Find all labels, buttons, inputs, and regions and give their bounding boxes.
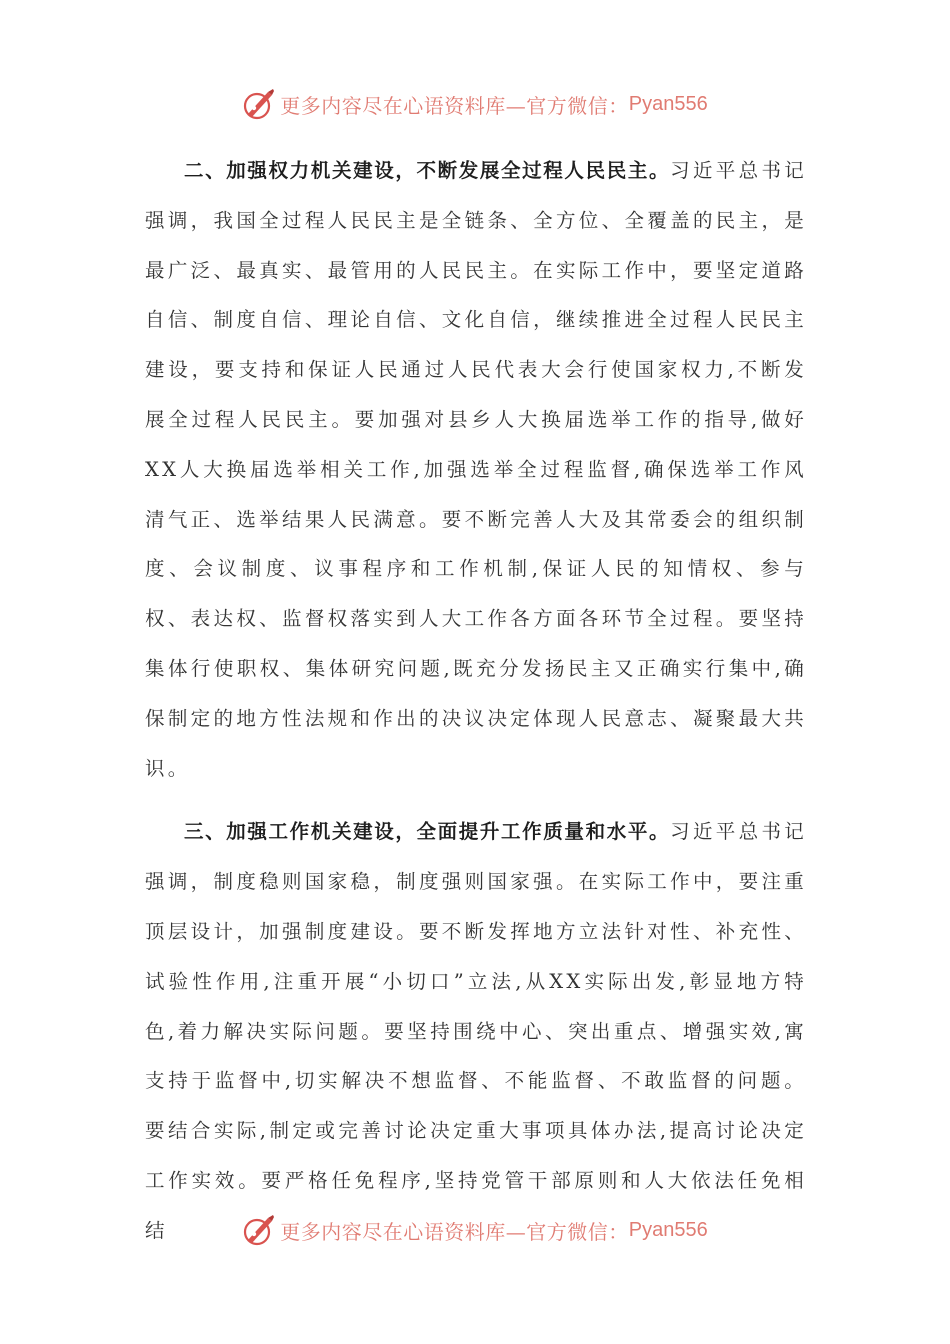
document-body [145,146,807,1270]
watermark-handle: Pyan556 [628,92,708,115]
pen-logo-icon [242,1213,276,1247]
paragraph-body-3: 习近平总书记强调，制度稳则国家稳，制度强则国家强。在实际工作中，要注重顶层设计，加强制度建设。要不断发挥地方立法针对性、补充性、试验性作用,注重开展“小切口”立法,从XX实际出发,彰显地方特色,着力解决实际问题。要坚持围绕中心、突出重点、增强实效,寓支持于监督中,切实解决不想监督、不能监督、不敢监督的问题。要结合实际,制定或完善讨论决定重大事项具体办法,提高讨论决定工作实效。要严格任免程序,坚持党管干部原则和人大依法任免相结 [145,820,807,1242]
pen-logo-icon [242,87,276,121]
paragraph-3 [145,807,807,1255]
footer-watermark [0,1210,950,1250]
watermark-handle: Pyan556 [628,1218,708,1241]
header-watermark [0,84,950,124]
section-heading-3: 三、加强工作机关建设，全面提升工作质量和水平。 [184,820,671,844]
paragraph-2 [145,146,807,793]
paragraph-body-2: 习近平总书记强调，我国全过程人民民主是全链条、全方位、全覆盖的民主，是最广泛、最真实、最管用的人民民主。在实际工作中，要坚定道路自信、制度自信、理论自信、文化自信，继续推进全过程人民民主建设，要支持和保证人民通过人民代表大会行使国家权力,不断发展全过程人民民主。要加强对县乡人大换届选举工作的指导,做好XX人大换届选举相关工作,加强选举全过程监督,确保选举工作风清气正、选举结果人民满意。要不断完善人大及其常委会的组织制度、会议制度、议事程序和工作机制,保证人民的知情权、参与权、表达权、监督权落实到人大工作各方面各环节全过程。要坚持集体行使职权、集体研究问题,既充分发扬民主又正确实行集中,确保制定的地方性法规和作出的决议决定体现人民意志、凝聚最大共识。 [145,159,807,780]
watermark-text: 更多内容尽在心语资料库—官方微信： [280,93,629,118]
watermark-text: 更多内容尽在心语资料库—官方微信： [280,1219,629,1244]
section-heading-2: 二、加强权力机关建设，不断发展全过程人民民主。 [184,159,671,182]
